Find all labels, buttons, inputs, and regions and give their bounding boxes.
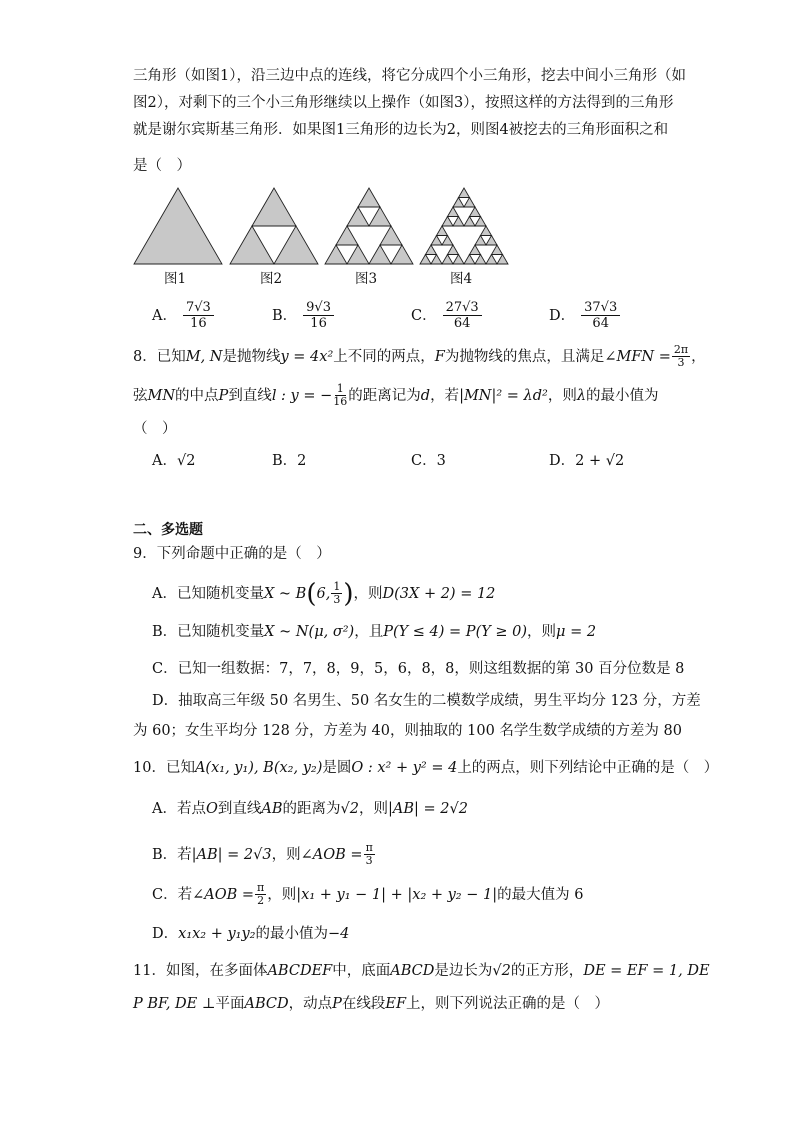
q7-option-a[interactable] [152, 300, 214, 331]
option-letter: C． [411, 307, 437, 324]
figure-1-triangle [133, 187, 223, 265]
option-fraction: $\frac{9√3}{16}$ [303, 300, 334, 331]
q8-line-2: 弦 MN 的中点 P 到直线 l : y = − $\frac{1}{16}$ 的距离记为 d ，若 |MN|² = λd² ，则 λ 的最小值为 [133, 382, 659, 408]
q9-option-d-line-1[interactable]: D．抽取高三年级 50 名男生、50 名女生的二模数学成绩，男生平均分 123 分，方差 [152, 693, 701, 709]
q7-option-c[interactable] [411, 300, 482, 331]
q8-option-a[interactable]: A． √2 [152, 453, 196, 469]
q9-stem: 9．下列命题中正确的是（ ） [133, 546, 331, 562]
figure-4-triangle [419, 187, 509, 265]
q10-stem: 10．已知 A(x₁, y₁), B(x₂, y₂) 是圆 O : x² + y² = 4 上的两点，则下列结论中正确的是（ ） [133, 760, 719, 776]
q11-line-2: P BF, DE ⊥ 平面 ABCD ，动点 P 在线段 EF 上，则下列说法正确的是（ ） [133, 996, 610, 1012]
option-letter: A． [152, 307, 177, 324]
q7-option-b[interactable] [272, 300, 334, 331]
q10-option-c[interactable]: C．若 ∠AOB = $\frac{\pi}{2}$ ，则 |x₁ + y₁ − 1| + |x₂ + y₂ − 1| 的最大值为 6 [152, 881, 584, 907]
figure-2-triangle [229, 187, 319, 265]
q8-option-c[interactable]: C． 3 [411, 453, 446, 469]
q7-line-4: 是（ ） [133, 158, 191, 174]
q8-option-d[interactable]: D． 2 + √2 [549, 453, 625, 469]
q9-option-c[interactable]: C．已知一组数据：7，7，8，9，5，6，8，8，则这组数据的第 30 百分位数是 8 [152, 661, 685, 677]
option-letter: B． [272, 307, 298, 324]
q10-option-b[interactable]: B．若 |AB| = 2√3 ，则 ∠AOB = $\frac{\pi}{3}$ [152, 841, 373, 867]
q7-line-1: 三角形（如图1），沿三边中点的连线，将它分成四个小三角形，挖去中间小三角形（如 [133, 68, 686, 84]
figure-4-label: 图4 [450, 271, 473, 287]
option-fraction: $\frac{27√3}{64}$ [443, 300, 482, 331]
q8-line-3: （ ） [133, 421, 177, 437]
option-fraction: $\frac{7√3}{16}$ [183, 300, 214, 331]
figure-3-label: 图3 [355, 271, 378, 287]
q8-line-1: 8．已知 M, N 是抛物线 y = 4x² 上不同的两点， F 为抛物线的焦点，且满足 ∠MFN = $\frac{2\pi}{3}$ ， [133, 343, 706, 369]
figure-3-triangle [324, 187, 414, 265]
option-fraction: $\frac{37√3}{64}$ [581, 300, 620, 331]
q7-line-2: 图2），对剩下的三个小三角形继续以上操作（如图3），按照这样的方法得到的三角形 [133, 95, 674, 111]
q9-option-a[interactable]: A．已知随机变量 X ~ B ( 6, $\frac{1}{3}$ ) ，则 D(3X + 2) = 12 [152, 578, 496, 609]
q7-option-d[interactable] [549, 300, 620, 331]
q9-option-b[interactable]: B．已知随机变量 X ~ N(μ, σ²) ，且 P(Y ≤ 4) = P(Y ≥ 0) ，则 μ = 2 [152, 624, 597, 640]
figure-1-label: 图1 [164, 271, 187, 287]
section-heading: 二、多选题 [133, 522, 203, 538]
figure-2-label: 图2 [260, 271, 283, 287]
q8-option-b[interactable]: B． 2 [272, 453, 307, 469]
q11-line-1: 11．如图，在多面体 ABCDEF 中，底面 ABCD 是边长为 √2 的正方形， DE = EF = 1, DE [133, 963, 710, 979]
q10-option-d[interactable]: D． x₁x₂ + y₁y₂ 的最小值为 −4 [152, 926, 350, 942]
q7-line-3: 就是谢尔宾斯基三角形．如果图1三角形的边长为2，则图4被挖去的三角形面积之和 [133, 122, 669, 138]
q10-option-a[interactable]: A．若点 O 到直线 AB 的距离为 √2 ，则 |AB| = 2√2 [152, 801, 468, 817]
q9-option-d-line-2: 为 60；女生平均分 128 分，方差为 40，则抽取的 100 名学生数学成绩的方差为 80 [133, 723, 682, 739]
option-letter: D． [549, 307, 576, 324]
